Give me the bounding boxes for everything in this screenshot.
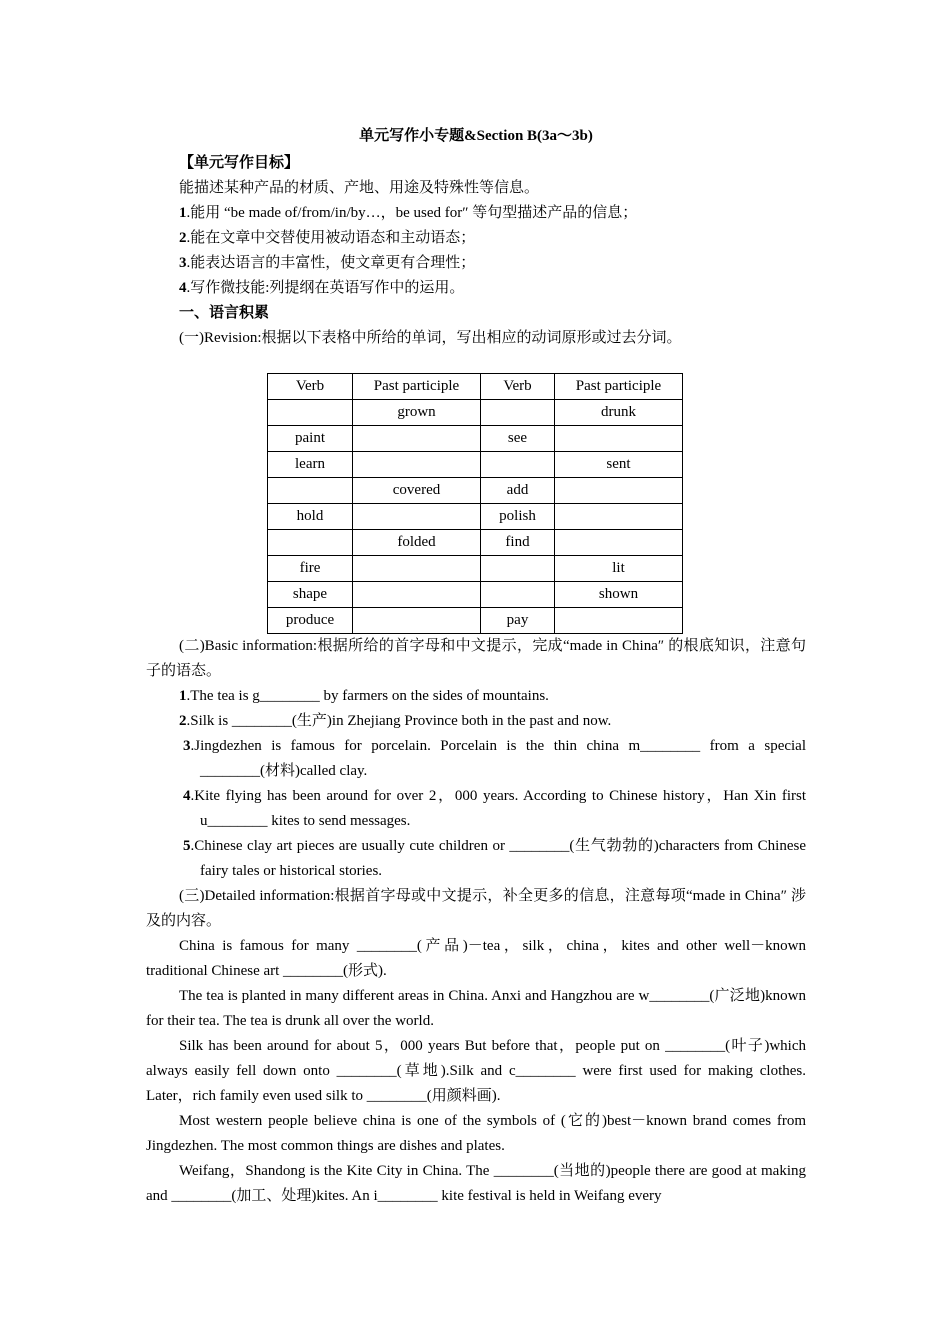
table-header-cell: Verb (268, 374, 353, 400)
detailed-paragraph: Most western people believe china is one of the symbols of (它的)best－known brand comes from Jingdezhen. The most common things are dishes and plates. (146, 1113, 806, 1154)
table-cell (353, 608, 481, 634)
table-cell (555, 608, 683, 634)
table-cell: sent (555, 452, 683, 478)
table-cell: grown (353, 400, 481, 426)
table-cell (555, 504, 683, 530)
exercise-item: 1.The tea is g________ by farmers on the sides of mountains. (179, 688, 549, 704)
table-cell: lit (555, 556, 683, 582)
table-header-cell: Past participle (353, 374, 481, 400)
table-cell: hold (268, 504, 353, 530)
table-cell (268, 478, 353, 504)
table-row (268, 452, 683, 478)
table-header-cell: Verb (481, 374, 555, 400)
table-row (268, 426, 683, 452)
table-cell: drunk (555, 400, 683, 426)
page-title: 单元写作小专题&Section B(3a～3b) (359, 128, 593, 144)
exercise-item: 2.Silk is ________(生产)in Zhejiang Province both in the past and now. (179, 713, 612, 729)
table-row (268, 556, 683, 582)
table-cell (268, 400, 353, 426)
table-header-row (268, 374, 683, 400)
detailed-paragraph: Silk has been around for about 5，000 years But before that，people put on ________(叶子)which always easily fell down onto ________(草地).Silk and c________ were first used for making clothes. Later，rich family even used silk to ________(用颜料画). (146, 1038, 806, 1104)
table-cell: polish (481, 504, 555, 530)
goals-intro: 能描述某种产品的材质、产地、用途及特殊性等信息。 (179, 180, 540, 196)
table-cell (555, 478, 683, 504)
goals-heading: 【单元写作目标】 (179, 155, 300, 171)
table-cell (555, 530, 683, 556)
table-row (268, 530, 683, 556)
table-cell (481, 556, 555, 582)
detailed-info-instruction: (三)Detailed information:根据首字母或中文提示，补全更多的信息，注意每项“made in China″ 涉及的内容。 (146, 888, 806, 929)
table-cell: see (481, 426, 555, 452)
table-cell (481, 400, 555, 426)
revision-instruction: (一)Revision:根据以下表格中所给的单词，写出相应的动词原形或过去分词。 (179, 330, 682, 346)
table-cell: add (481, 478, 555, 504)
goal-item: 1.能用 “be made of/from/in/by…，be used for″ 等句型描述产品的信息； (179, 205, 638, 221)
table-cell (353, 426, 481, 452)
table-row (268, 478, 683, 504)
table-row (268, 400, 683, 426)
table-cell (268, 530, 353, 556)
table-cell: learn (268, 452, 353, 478)
table-row (268, 504, 683, 530)
verb-table (267, 373, 683, 634)
table-cell (555, 426, 683, 452)
detailed-paragraph: The tea is planted in many different areas in China. Anxi and Hangzhou are w________(广泛地)known for their tea. The tea is drunk all over the world. (146, 988, 806, 1029)
exercise-item: 3.Jingdezhen is famous for porcelain. Porcelain is the thin china m________ from a special ________(材料)called clay. (183, 738, 806, 779)
table-cell: folded (353, 530, 481, 556)
table-cell (481, 582, 555, 608)
table-row (268, 608, 683, 634)
table-cell (353, 452, 481, 478)
table-cell: shown (555, 582, 683, 608)
table-cell: find (481, 530, 555, 556)
goal-item: 3.能表达语言的丰富性，使文章更有合理性； (179, 255, 476, 271)
table-cell (481, 452, 555, 478)
table-cell (353, 582, 481, 608)
table-cell: produce (268, 608, 353, 634)
goal-item: 4.写作微技能:列提纲在英语写作中的运用。 (179, 280, 465, 296)
table-cell (353, 504, 481, 530)
exercise-item: 5.Chinese clay art pieces are usually cute children or ________(生气勃勃的)characters from Chinese fairy tales or historical stories. (183, 838, 806, 879)
table-row (268, 582, 683, 608)
goal-item: 2.能在文章中交替使用被动语态和主动语态； (179, 230, 476, 246)
detailed-paragraph: China is famous for many ________(产品)－tea，silk，china，kites and other well－known traditional Chinese art ________(形式). (146, 938, 806, 979)
exercise-item: 4.Kite flying has been around for over 2，000 years. According to Chinese history，Han Xin first u________ kites to send messages. (183, 788, 806, 829)
table-cell: fire (268, 556, 353, 582)
section-heading: 一、语言积累 (179, 305, 270, 321)
basic-info-instruction: (二)Basic information:根据所给的首字母和中文提示，完成“made in China″ 的根底知识，注意句子的语态。 (146, 638, 806, 679)
table-header-cell: Past participle (555, 374, 683, 400)
table-cell: paint (268, 426, 353, 452)
detailed-paragraph: Weifang，Shandong is the Kite City in China. The ________(当地的)people there are good at making and ________(加工、处理)kites. An i________ kite festival is held in Weifang every (146, 1163, 806, 1204)
table-cell: pay (481, 608, 555, 634)
document-content (146, 124, 806, 1209)
table-cell (353, 556, 481, 582)
table-cell: covered (353, 478, 481, 504)
table-cell: shape (268, 582, 353, 608)
